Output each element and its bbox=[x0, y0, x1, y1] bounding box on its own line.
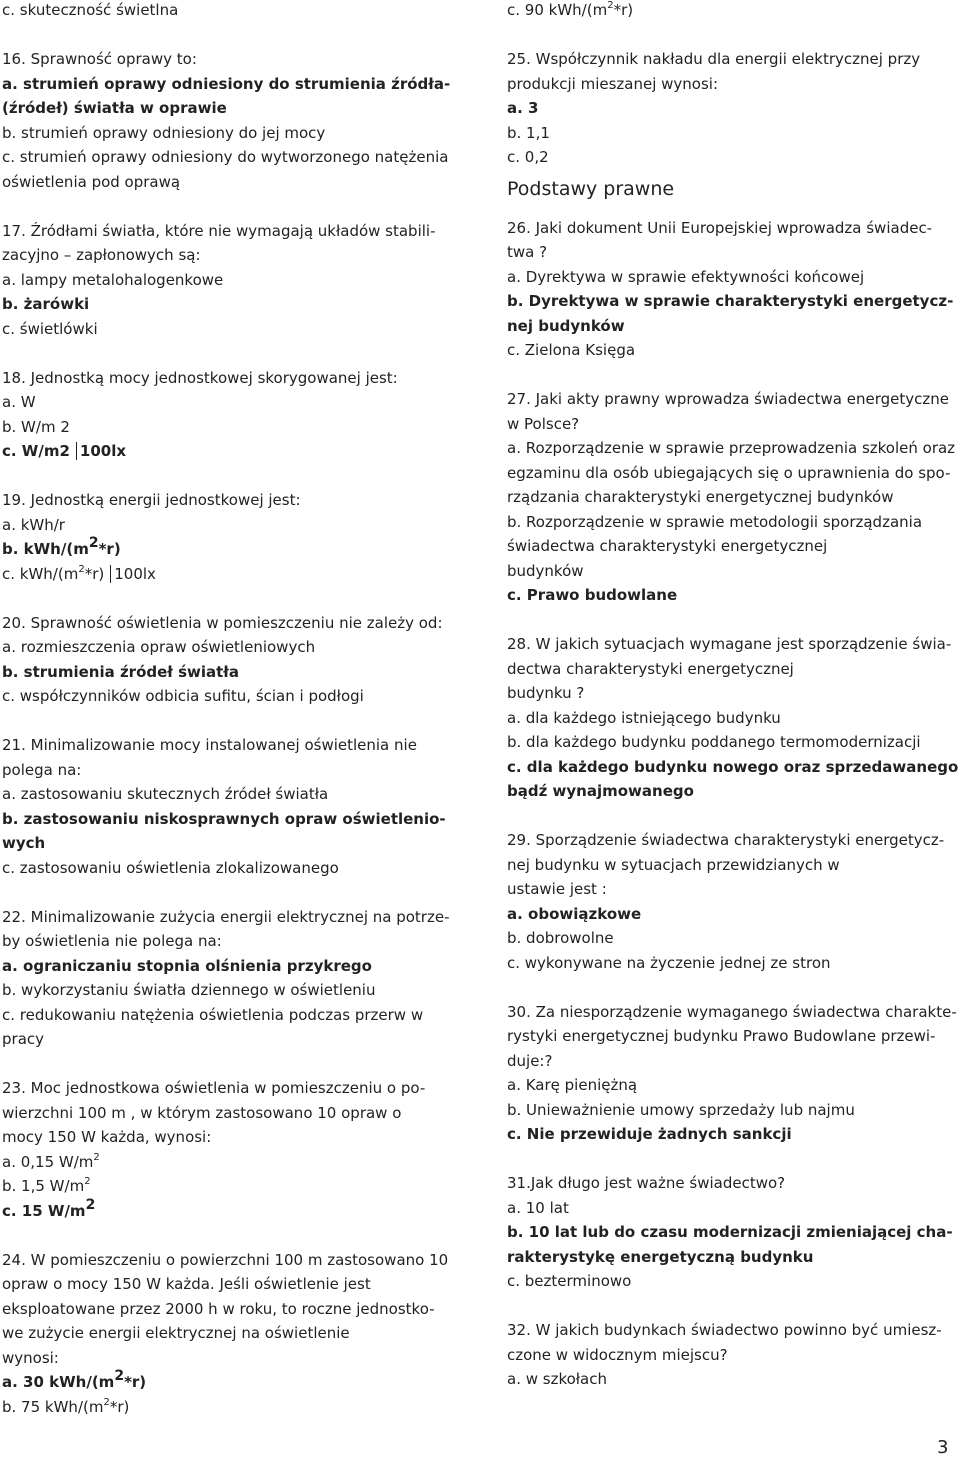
answer-text: b. kWh/(m bbox=[2, 540, 89, 558]
question-25 bbox=[507, 47, 959, 170]
question-text: 29. Sporządzenie świadectwa charakterystyki energetycz- bbox=[507, 831, 945, 849]
page-number: 3 bbox=[937, 1437, 949, 1458]
correct-answer: b. Dyrektywa w sprawie charakterystyki energetycz- bbox=[507, 292, 954, 310]
correct-answer bbox=[2, 439, 454, 464]
question-text-cont: wierzchni 100 m , w którym zastosowano 10 opraw o bbox=[2, 1103, 402, 1122]
answer-b: b. W/m 2 bbox=[2, 417, 70, 436]
question-text: 24. W pomieszczeniu o powierzchni 100 m zastosowano 10 bbox=[2, 1250, 449, 1269]
superscript: 2 bbox=[85, 1196, 96, 1213]
question-text-cont: rystyki energetycznej budynku Prawo Budowlane przewi- bbox=[507, 1027, 936, 1045]
correct-answer: b. zastosowaniu niskosprawnych opraw oświetlenio- bbox=[2, 809, 446, 828]
question-23 bbox=[2, 1076, 454, 1223]
question-text: 28. W jakich sytuacjach wymagane jest sporządzenie świa- bbox=[507, 635, 952, 653]
question-21 bbox=[2, 733, 454, 880]
question-20 bbox=[2, 611, 454, 709]
correct-answer: c. dla każdego budynku nowego oraz sprzedawanego bbox=[507, 757, 959, 776]
answer-text-end: *r) bbox=[109, 1397, 130, 1416]
answer-text: a. 0,15 W/m bbox=[2, 1152, 94, 1171]
section-heading: Podstawy prawne bbox=[507, 177, 675, 200]
left-column bbox=[2, 0, 454, 1419]
question-text: 21. Minimalizowanie mocy instalowanej oświetlenia nie bbox=[2, 736, 417, 754]
question-text: 26. Jaki dokument Unii Europejskiej wprowadza świadec- bbox=[507, 218, 933, 237]
question-18 bbox=[2, 366, 454, 464]
answer-line bbox=[507, 0, 959, 23]
question-text-cont: zacyjno – zapłonowych są: bbox=[2, 246, 201, 264]
correct-answer-cont: rakterystykę energetyczną budynku bbox=[507, 1247, 814, 1266]
question-text: 31.Jak długo jest ważne świadectwo? bbox=[507, 1174, 786, 1192]
correct-answer: b. żarówki bbox=[2, 295, 90, 313]
answer-c: c. 0,2 bbox=[507, 148, 549, 166]
answer-text-end: *r) bbox=[98, 540, 121, 558]
answer-b: b. dobrowolne bbox=[507, 929, 614, 947]
question-28 bbox=[507, 632, 959, 804]
separator-bar bbox=[76, 442, 77, 460]
question-text: 19. Jednostką energii jednostkowej jest: bbox=[2, 491, 301, 509]
correct-answer: c. Prawo budowlane bbox=[507, 586, 678, 604]
answer-b bbox=[2, 1174, 454, 1199]
answer-c: c. współczynników odbicia sufitu, ścian i podłogi bbox=[2, 687, 364, 705]
superscript: 2 bbox=[84, 1176, 91, 1187]
answer-b: b. strumień oprawy odniesiony do jej mocy bbox=[2, 123, 326, 142]
answer-text: c. W/m2 bbox=[2, 442, 70, 460]
question-text-cont: opraw o mocy 150 W każda. Jeśli oświetlenie jest bbox=[2, 1275, 371, 1293]
right-column bbox=[507, 0, 959, 1392]
superscript: 2 bbox=[103, 1396, 110, 1408]
question-text: 20. Sprawność oświetlenia w pomieszczeniu nie zależy od: bbox=[2, 613, 443, 632]
answer-extra: 100lx bbox=[114, 564, 156, 583]
answer-c: c. redukowaniu natężenia oświetlenia podczas przerw w bbox=[2, 1005, 424, 1024]
answer-text: b. 1,5 W/m bbox=[2, 1177, 85, 1195]
question-text-cont: wynosi: bbox=[2, 1348, 59, 1367]
answer-a: a. Karę pieniężną bbox=[507, 1076, 638, 1094]
answer-text: c. kWh/(m bbox=[2, 564, 79, 583]
question-17 bbox=[2, 219, 454, 342]
answer-a: a. W bbox=[2, 393, 36, 411]
question-text-cont: nej budynku w sytuacjach przewidzianych w bbox=[507, 855, 840, 874]
answer-text: b. 75 kWh/(m bbox=[2, 1397, 104, 1416]
answer-b: b. Unieważnienie umowy sprzedaży lub najmu bbox=[507, 1100, 855, 1119]
superscript: 2 bbox=[607, 0, 614, 11]
correct-answer: b. strumienia źródeł światła bbox=[2, 662, 239, 681]
answer-a: a. 10 lat bbox=[507, 1198, 569, 1217]
superscript: 2 bbox=[93, 1151, 100, 1163]
answer-a: a. rozmieszczenia opraw oświetleniowych bbox=[2, 638, 316, 656]
correct-answer-cont: nej budynków bbox=[507, 316, 625, 335]
correct-answer: a. ograniczaniu stopnia olśnienia przykrego bbox=[2, 956, 372, 975]
question-text: 30. Za niesporządzenie wymaganego świadectwa charakte- bbox=[507, 1002, 957, 1021]
question-text-cont: mocy 150 W każda, wynosi: bbox=[2, 1128, 212, 1146]
correct-answer: a. strumień oprawy odniesiony do strumienia źródła- bbox=[2, 74, 451, 93]
question-26 bbox=[507, 216, 959, 363]
answer-text-end: *r) bbox=[124, 1373, 147, 1391]
question-19 bbox=[2, 488, 454, 586]
question-text: 16. Sprawność oprawy to: bbox=[2, 50, 197, 68]
question-text-cont: polega na: bbox=[2, 760, 82, 779]
question-24 bbox=[2, 1248, 454, 1420]
answer-c: c. zastosowaniu oświetlenia zlokalizowanego bbox=[2, 858, 339, 877]
question-27 bbox=[507, 387, 959, 608]
question-text-cont: budynku ? bbox=[507, 684, 585, 702]
answer-b-cont: budynków bbox=[507, 561, 584, 580]
question-16 bbox=[2, 47, 454, 194]
question-text-cont: w Polsce? bbox=[507, 414, 580, 433]
answer-line: c. skuteczność świetlna bbox=[2, 1, 179, 19]
answer-a-cont: egzaminu dla osób ubiegających się o uprawnienia do spo- bbox=[507, 463, 951, 482]
answer-text: c. 15 W/m bbox=[2, 1201, 86, 1220]
answer-b: b. 1,1 bbox=[507, 123, 550, 142]
question-text: 18. Jednostką mocy jednostkowej skorygowanej jest: bbox=[2, 368, 398, 387]
answer-text: c. 90 kWh/(m bbox=[507, 1, 608, 19]
question-31 bbox=[507, 1171, 959, 1294]
answer-c: c. strumień oprawy odniesiony do wytworzonego natężenia bbox=[2, 148, 449, 166]
answer-text-end: *r) bbox=[613, 1, 634, 19]
correct-answer: a. obowiązkowe bbox=[507, 904, 642, 923]
correct-answer-cont: (źródeł) światła w oprawie bbox=[2, 99, 227, 117]
question-text: 25. Współczynnik nakładu dla energii elektrycznej przy bbox=[507, 50, 921, 68]
question-text: 22. Minimalizowanie zużycia energii elektrycznej na potrze- bbox=[2, 907, 450, 926]
answer-a: a. lampy metalohalogenkowe bbox=[2, 270, 224, 289]
answer-text-end: *r) bbox=[84, 564, 105, 583]
answer-b: b. wykorzystaniu światła dziennego w oświetleniu bbox=[2, 981, 376, 999]
question-text-cont: eksploatowane przez 2000 h w roku, to roczne jednostko- bbox=[2, 1299, 435, 1318]
answer-a: a. zastosowaniu skutecznych źródeł światła bbox=[2, 785, 329, 803]
answer-extra: 100lx bbox=[79, 442, 127, 460]
correct-answer bbox=[2, 1196, 454, 1224]
question-text: 17. Źródłami światła, które nie wymagają układów stabili- bbox=[2, 221, 436, 240]
answer-c: c. bezterminowo bbox=[507, 1272, 632, 1290]
correct-answer bbox=[2, 1370, 454, 1395]
answer-b: b. Rozporządzenie w sprawie metodologii sporządzania bbox=[507, 512, 923, 531]
correct-answer: b. 10 lat lub do czasu modernizacji zmieniającej cha- bbox=[507, 1223, 953, 1241]
answer-a: a. Rozporządzenie w sprawie przeprowadzenia szkoleń oraz bbox=[507, 439, 956, 457]
question-32 bbox=[507, 1318, 959, 1392]
answer-c: c. Zielona Księga bbox=[507, 341, 636, 359]
correct-answer bbox=[2, 537, 454, 562]
question-text-cont: dectwa charakterystyki energetycznej bbox=[507, 659, 794, 678]
answer-b-cont: świadectwa charakterystyki energetycznej bbox=[507, 537, 828, 555]
correct-answer-cont: bądź wynajmowanego bbox=[507, 782, 694, 800]
question-text-cont: duje:? bbox=[507, 1051, 553, 1070]
answer-text: a. 30 kWh/(m bbox=[2, 1373, 115, 1391]
correct-answer: c. Nie przewiduje żadnych sankcji bbox=[507, 1125, 792, 1143]
question-22 bbox=[2, 905, 454, 1052]
answer-c-cont: oświetlenia pod oprawą bbox=[2, 172, 181, 191]
superscript: 2 bbox=[114, 1368, 125, 1384]
superscript: 2 bbox=[88, 535, 99, 551]
answer-c: c. świetlówki bbox=[2, 319, 98, 338]
question-text-cont: produkcji mieszanej wynosi: bbox=[507, 74, 719, 93]
question-text: 23. Moc jednostkowa oświetlenia w pomieszczeniu o po- bbox=[2, 1079, 426, 1097]
question-text-cont: by oświetlenia nie polega na: bbox=[2, 932, 222, 950]
separator-bar bbox=[110, 565, 111, 583]
answer-a-cont: rządzania charakterystyki energetycznej budynków bbox=[507, 488, 894, 506]
answer-a: a. kWh/r bbox=[2, 515, 65, 534]
answer-a: a. dla każdego istniejącego budynku bbox=[507, 708, 781, 727]
question-text-cont: we zużycie energii elektrycznej na oświetlenie bbox=[2, 1324, 350, 1342]
question-29 bbox=[507, 828, 959, 975]
question-text-cont: czone w widocznym miejscu? bbox=[507, 1345, 728, 1364]
question-text-cont: ustawie jest : bbox=[507, 880, 607, 898]
question-text: 27. Jaki akty prawny wprowadza świadectwa energetyczne bbox=[507, 390, 949, 408]
answer-c-cont: pracy bbox=[2, 1030, 45, 1048]
correct-answer-cont: wych bbox=[2, 834, 46, 852]
answer-b bbox=[2, 1395, 454, 1420]
question-text: 32. W jakich budynkach świadectwo powinno być umiesz- bbox=[507, 1321, 942, 1339]
answer-a bbox=[2, 1150, 454, 1175]
answer-c: c. wykonywane na życzenie jednej ze stron bbox=[507, 953, 831, 972]
question-30 bbox=[507, 1000, 959, 1147]
answer-a: a. Dyrektywa w sprawie efektywności końcowej bbox=[507, 267, 865, 286]
question-text-cont: twa ? bbox=[507, 243, 548, 261]
superscript: 2 bbox=[78, 563, 85, 575]
correct-answer: a. 3 bbox=[507, 99, 539, 117]
answer-b: b. dla każdego budynku poddanego termomodernizacji bbox=[507, 733, 921, 751]
answer-c bbox=[2, 562, 454, 587]
answer-a: a. w szkołach bbox=[507, 1370, 607, 1388]
